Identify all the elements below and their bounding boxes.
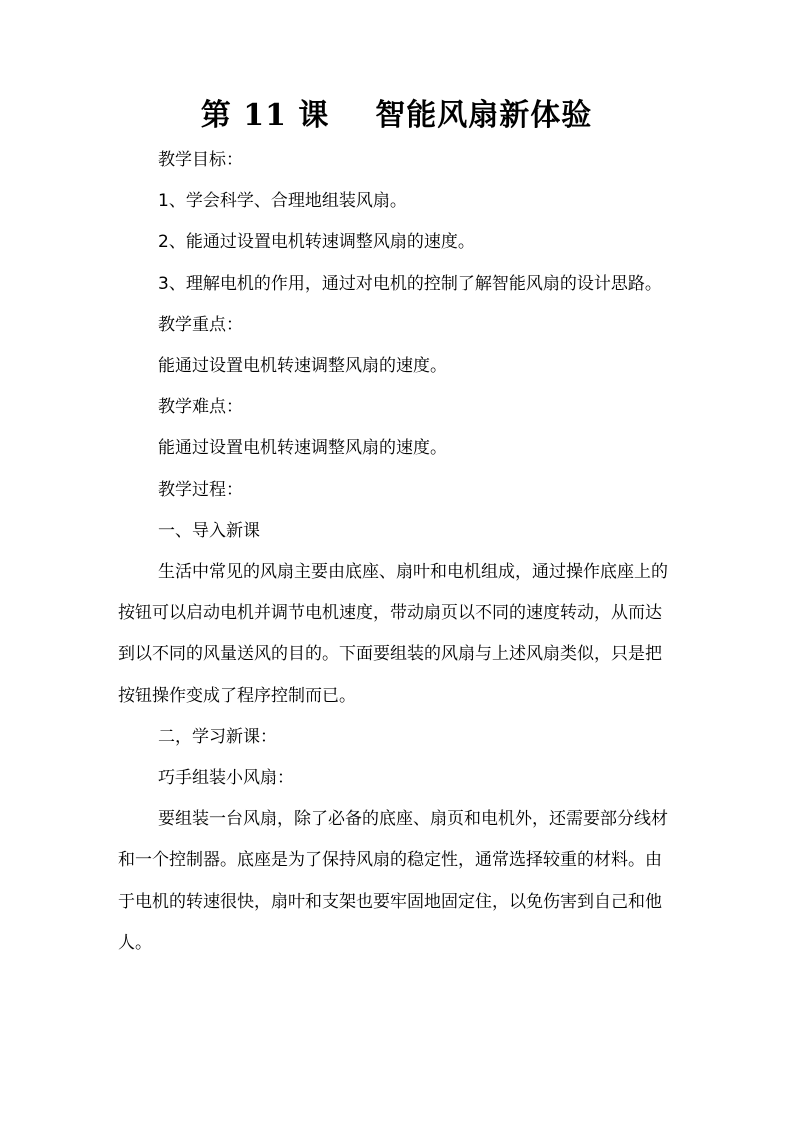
- subsection-heading-assembly: 巧手组装小风扇：: [158, 768, 294, 789]
- difficulty-text: 能通过设置电机转速调整风扇的速度。: [158, 438, 447, 459]
- objective-item-1: 1、学会科学、合理地组装风扇。: [158, 191, 407, 212]
- section-heading-objectives: 教学目标：: [158, 150, 243, 170]
- objective-item-3: 3、理解电机的作用，通过对电机的控制了解智能风扇的设计思路。: [158, 273, 662, 294]
- section-heading-process: 教学过程：: [158, 479, 243, 500]
- section-heading-difficulties: 教学难点：: [158, 397, 243, 418]
- assembly-paragraph: 要组装一台风扇，除了必备的底座、扇页和电机外，还需要部分线材和一个控制器。底座是为了保持风扇的稳定性，通常选择较重的材料。由于电机的转速很快，扇叶和支架也要牢固地固定住，以免伤害到自己和他人。: [118, 809, 668, 953]
- section-heading-key-points: 教学重点：: [158, 314, 243, 335]
- lesson-title: 第 11 课 智能风扇新体验: [200, 98, 593, 133]
- subsection-heading-intro: 一、导入新课: [158, 520, 260, 541]
- key-point-text: 能通过设置电机转速调整风扇的速度。: [158, 356, 447, 377]
- intro-paragraph: 生活中常见的风扇主要由底座、扇叶和电机组成，通过操作底座上的按钮可以启动电机并调节电机速度，带动扇页以不同的速度转动，从而达到以不同的风量送风的目的。下面要组装的风扇与上述风扇类似，只是把按钮操作变成了程序控制而已。: [118, 562, 668, 706]
- subsection-heading-new-lesson: 二，学习新课：: [158, 726, 277, 747]
- objective-item-2: 2、能通过设置电机转速调整风扇的速度。: [158, 232, 475, 253]
- document-body: [118, 140, 678, 964]
